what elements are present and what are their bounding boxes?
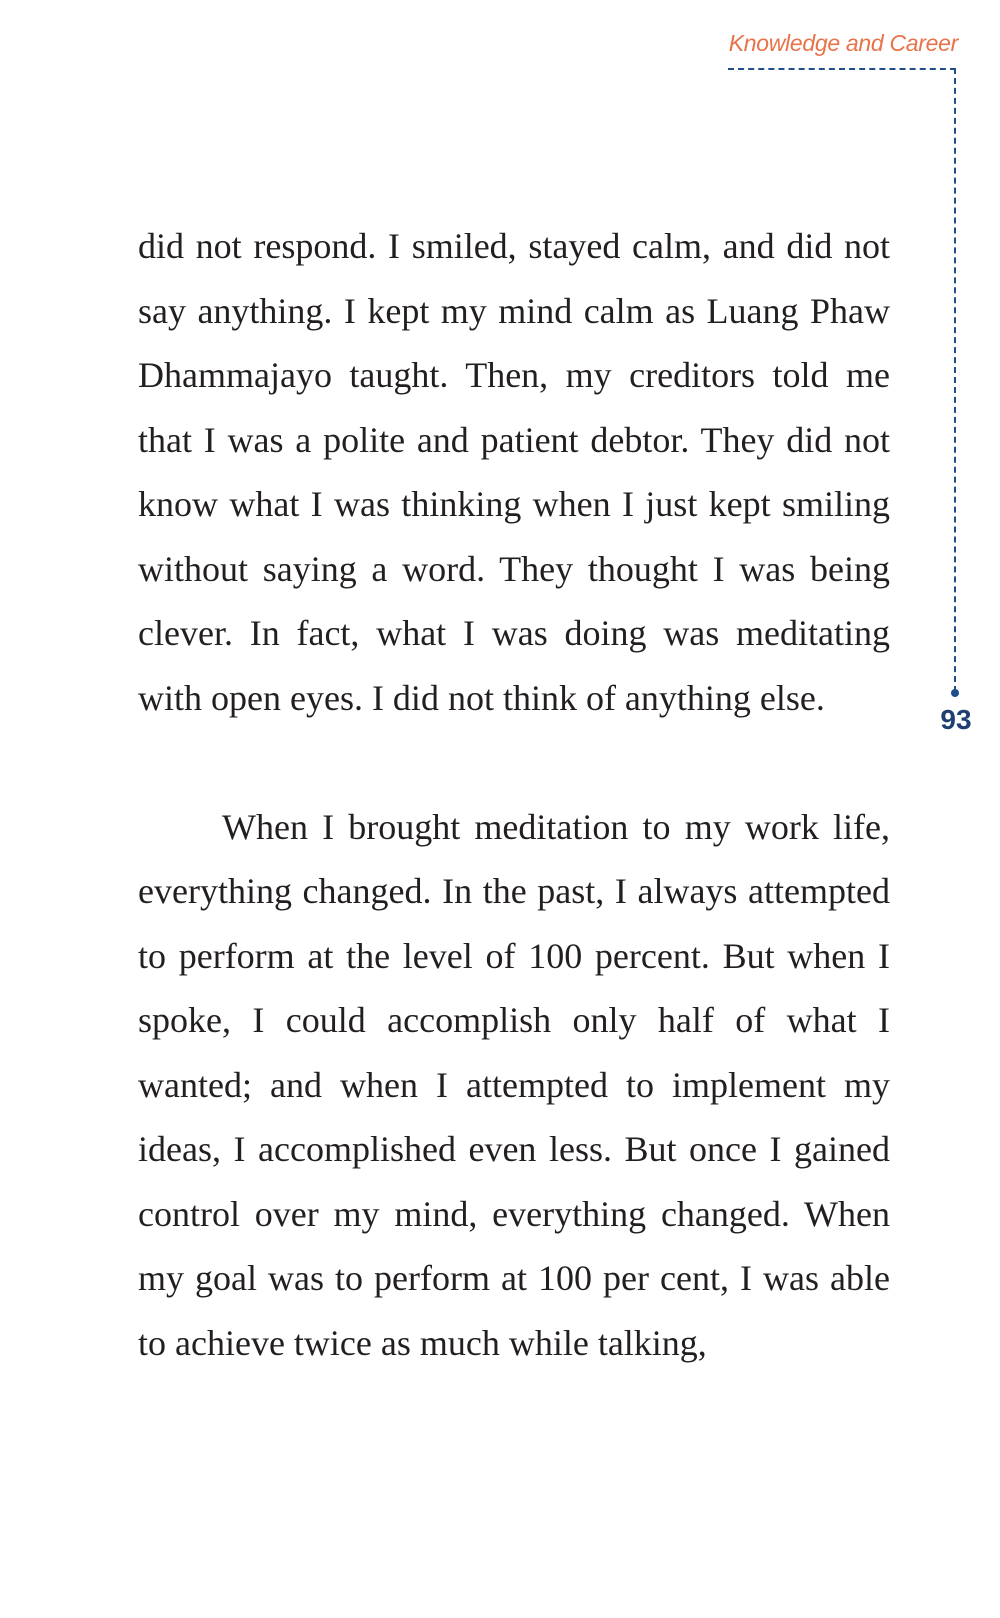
header-dashed-rule — [728, 68, 956, 70]
body-text — [138, 214, 890, 1375]
rule-end-dot — [951, 689, 959, 697]
paragraph-1: did not respond. I smiled, stayed calm, and did not say anything. I kept my mind calm as Luang Phaw Dhammajayo taught. Then, my creditors told me that I was a polite and patient debtor. They did not know what I was thinking when I just kept smiling without saying a word. They thought I was being clever. In fact, what I was doing was meditating with open eyes. I did not think of anything else. — [138, 226, 890, 718]
margin-dashed-rule — [954, 68, 956, 692]
running-header-title: Knowledge and Career — [728, 30, 958, 56]
paragraph-2: When I brought meditation to my work life, everything changed. In the past, I always attempted to perform at the level of 100 percent. But when I spoke, I could accomplish only half of what I wanted; and when I attempted to implement my ideas, I accomplished even less. But once I gained control over my mind, everything changed. When my goal was to perform at 100 per cent, I was able to achieve twice as much while talking, — [138, 806, 890, 1363]
page-number: 93 — [940, 704, 972, 735]
